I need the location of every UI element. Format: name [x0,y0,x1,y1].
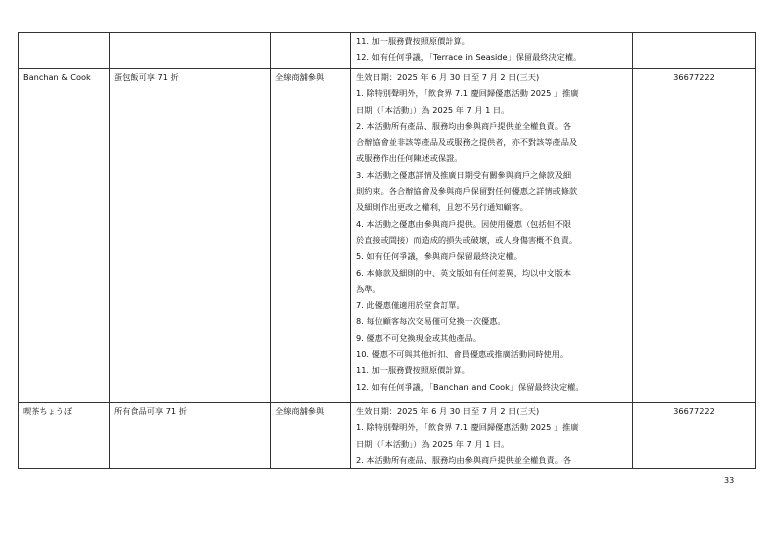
terms-line: 1. 除特別聲明外，「飲食界 7.1 慶回歸優惠活動 2025 」推廣 [356,422,579,433]
terms-line: 9. 優惠不可兌換現金或其他產品。 [356,332,482,343]
terms-line: 為準。 [356,283,381,294]
terms-line: 生效日期：2025 年 6 月 30 日至 7 月 2 日(三天) [356,406,540,416]
phone-number: 36677222 [633,403,756,469]
terms-line: 11. 加一服務費按照原價計算。 [356,36,470,46]
phone-number [633,33,756,69]
merchant-name: Banchan & Cook [19,69,110,403]
terms-line: 生效日期：2025 年 6 月 30 日至 7 月 2 日(三天) [356,72,540,82]
terms-text [351,33,633,69]
table-row [19,403,756,469]
terms-table [18,32,756,469]
offer-text: 蛋包飯可享 71 折 [110,69,271,403]
terms-text [351,69,633,403]
terms-line: 12. 如有任何爭議，「Banchan and Cook」保留最終決定權。 [356,381,584,392]
table-row [19,33,756,69]
terms-line: 1. 除特別聲明外，「飲食界 7.1 慶回歸優惠活動 2025 」推廣 [356,88,579,99]
terms-line: 及細則作出更改之權利，且恕不另行通知顧客。 [356,202,528,213]
terms-line: 日期（「本活動」）為 2025 年 7 月 1 日。 [356,438,510,449]
terms-line: 4. 本活動之優惠由參與商戶提供。因使用優惠（包括但不限 [356,218,572,229]
terms-line: 6. 本條款及細則的中、英文版如有任何差異，均以中文版本 [356,267,572,278]
terms-line: 合辦協會並非該等產品及或服務之提供者，亦不對該等產品及 [356,137,578,148]
merchant-name: 喫茶ちょうぼ [19,403,110,469]
scope-text [271,33,351,69]
offer-text: 所有食品可享 71 折 [110,403,271,469]
table-row [19,69,756,403]
terms-line: 3. 本活動之優惠詳情及推廣日期受有關參與商戶之條款及細 [356,169,572,180]
terms-line: 於直接或間接）而造成的損失或破壞，或人身傷害概不負責。 [356,234,578,245]
offer-text [110,33,271,69]
terms-line: 或服務作出任何陳述或保證。 [356,153,463,164]
terms-line: 5. 如有任何爭議，參與商戶保留最終決定權。 [356,251,522,262]
terms-text [351,403,633,469]
terms-line: 2. 本活動所有產品、服務均由參與商戶提供並全權負責。各 [356,120,572,131]
terms-line: 12. 如有任何爭議，「Terrace in Seaside」保留最終決定權。 [356,52,582,63]
merchant-name [19,33,110,69]
terms-line: 日期（「本活動」）為 2025 年 7 月 1 日。 [356,104,510,115]
page-number: 33 [724,476,735,485]
scope-text: 全線商舖參與 [271,403,351,469]
terms-line: 則約束。各合辦協會及參與商戶保留對任何優惠之詳情或條款 [356,186,578,197]
terms-line: 2. 本活動所有產品、服務均由參與商戶提供並全權負責。各 [356,454,572,465]
terms-line: 7. 此優惠僅適用於堂食訂單。 [356,300,465,311]
phone-number: 36677222 [633,69,756,403]
terms-line: 10. 優惠不可與其他折扣、會員優惠或推廣活動同時使用。 [356,349,569,360]
terms-line: 8. 每位顧客每次交易僅可兌換一次優惠。 [356,316,506,327]
terms-line: 11. 加一服務費按照原價計算。 [356,365,470,376]
scope-text: 全線商舖參與 [271,69,351,403]
